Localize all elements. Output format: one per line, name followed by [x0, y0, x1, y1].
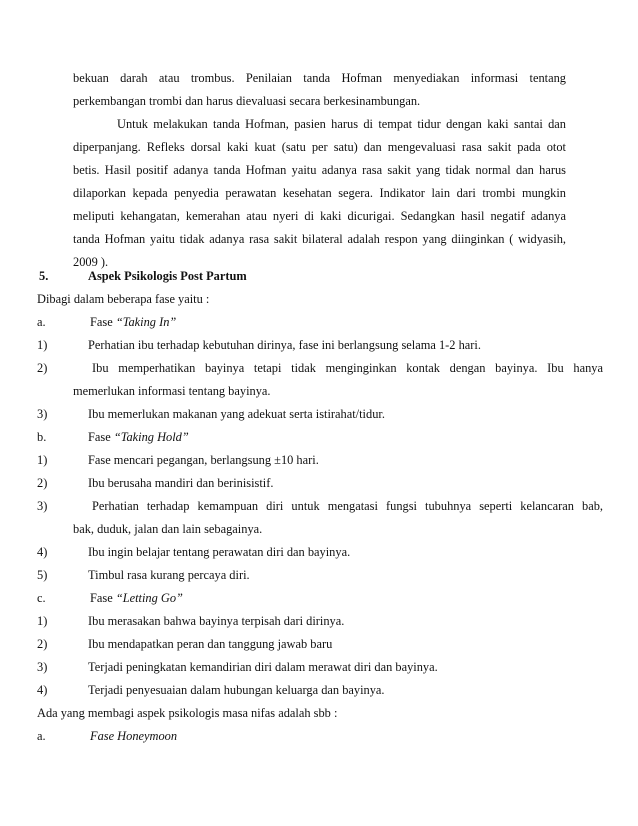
list-text-continuation: bak, duduk, jalan dan lain sebagainya.	[73, 522, 263, 536]
text-line: Untuk melakukan tanda Hofman, pasien harus di tempat tidur dengan kaki santai dan	[117, 117, 566, 131]
list-item	[37, 610, 577, 633]
text-line: tanda Hofman yaitu tidak adanya rasa sakit bilateral adalah respon yang diinginkan ( widyasih,	[73, 232, 566, 246]
list-number: 1)	[37, 338, 48, 352]
list-item	[37, 564, 577, 587]
list-text: Ibu ingin belajar tentang perawatan diri dan bayinya.	[88, 545, 351, 559]
phase-c-title	[90, 587, 183, 610]
closing-text	[37, 702, 577, 725]
phase-a-heading	[37, 311, 577, 334]
list-marker: a.	[37, 315, 46, 329]
phase-b-heading	[37, 426, 577, 449]
text-line: betis. Hasil positif adanya tanda Hofman yaitu adanya rasa sakit yang tidak normal dan harus	[73, 163, 566, 177]
list-number: 3)	[37, 660, 48, 674]
list-item	[37, 472, 577, 495]
list-text: Ibu mendapatkan peran dan tanggung jawab baru	[88, 637, 333, 651]
list-text: Terjadi peningkatan kemandirian diri dalam merawat diri dan bayinya.	[88, 660, 438, 674]
list-item	[37, 633, 577, 656]
list-text: Terjadi penyesuaian dalam hubungan keluarga dan bayinya.	[88, 683, 385, 697]
list-marker: b.	[37, 430, 47, 444]
phase-a-title	[90, 311, 176, 334]
list-text: Fase mencari pegangan, berlangsung ±10 hari.	[88, 453, 319, 467]
list-text: Ibu berusaha mandiri dan berinisistif.	[88, 476, 274, 490]
intro-paragraph	[73, 67, 566, 113]
list-text-continuation: memerlukan informasi tentang bayinya.	[73, 384, 271, 398]
phase-name: “Taking Hold”	[113, 430, 189, 444]
list-text: Perhatian terhadap kemampuan diri untuk mengatasi fungsi tubuhnya seperti kelancaran bab,	[92, 499, 603, 513]
list-number: 4)	[37, 545, 48, 559]
list-text: Timbul rasa kurang percaya diri.	[88, 568, 250, 582]
phase-prefix: Fase	[88, 430, 114, 444]
list-text: Perhatian ibu terhadap kebutuhan dirinya, fase ini berlangsung selama 1-2 hari.	[88, 338, 481, 352]
text-line: diperpanjang. Refleks dorsal kaki kuat (satu per satu) dan mengevaluasi rasa sakit pada otot	[73, 140, 566, 154]
text-line: perkembangan trombi dan harus dievaluasi secara berkesinambungan.	[73, 94, 421, 108]
text-line: meliputi kehangatan, kemerahan atau nyeri di kaki dicurigai. Sedangkan hasil negatif adanya	[73, 209, 566, 223]
list-text: Ibu merasakan bahwa bayinya terpisah dari dirinya.	[88, 614, 345, 628]
list-number: 3)	[37, 499, 48, 513]
phase-prefix: Fase	[90, 591, 116, 605]
phase-c-heading	[37, 587, 577, 610]
phase-name: “Letting Go”	[115, 591, 183, 605]
section-number: 5.	[39, 269, 49, 283]
list-number: 5)	[37, 568, 48, 582]
list-number: 4)	[37, 683, 48, 697]
lead-text	[37, 288, 577, 311]
closing-line: Ada yang membagi aspek psikologis masa nifas adalah sbb :	[37, 706, 338, 720]
list-number: 1)	[37, 614, 48, 628]
phase-name: “Taking In”	[115, 315, 177, 329]
list-item	[37, 495, 603, 518]
list-number: 2)	[37, 476, 48, 490]
text-line: bekuan darah atau trombus. Penilaian tanda Hofman menyediakan informasi tentang	[73, 71, 566, 85]
phase-name: Fase Honeymoon	[90, 729, 178, 743]
list-number: 2)	[37, 637, 48, 651]
text-line: 2009 ).	[73, 255, 109, 269]
hofman-paragraph	[73, 113, 566, 274]
phase-b-title	[88, 426, 189, 449]
section-heading	[39, 265, 579, 288]
list-item	[37, 334, 577, 357]
list-text: Ibu memerlukan makanan yang adekuat serta istirahat/tidur.	[88, 407, 385, 421]
lead-line: Dibagi dalam beberapa fase yaitu :	[37, 292, 210, 306]
phase-honeymoon-heading	[37, 725, 577, 748]
list-item	[37, 679, 577, 702]
list-text: Ibu memperhatikan bayinya tetapi tidak menginginkan kontak dengan bayinya. Ibu hanya	[92, 361, 603, 375]
list-item	[37, 656, 577, 679]
text-line: dilaporkan kepada penyedia perawatan kesehatan segera. Indikator lain dari trombi mungkin	[73, 186, 566, 200]
list-marker: a.	[37, 729, 46, 743]
list-marker: c.	[37, 591, 46, 605]
list-number: 1)	[37, 453, 48, 467]
list-item	[37, 357, 603, 380]
phase-prefix: Fase	[90, 315, 116, 329]
list-number: 2)	[37, 361, 48, 375]
section-title: Aspek Psikologis Post Partum	[88, 269, 247, 283]
list-item	[37, 449, 577, 472]
list-item	[37, 541, 577, 564]
list-number: 3)	[37, 407, 48, 421]
list-item	[37, 403, 577, 426]
